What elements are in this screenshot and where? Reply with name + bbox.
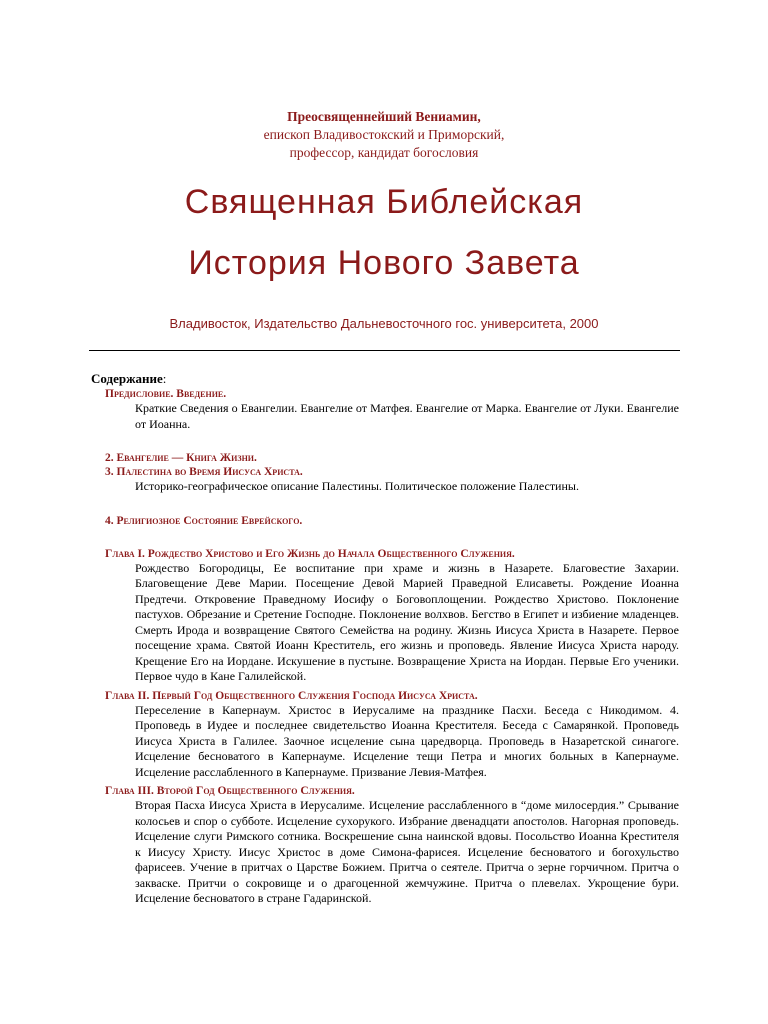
author-block <box>0 108 768 162</box>
toc-heading <box>91 371 679 387</box>
author-name: Преосвященнейший Вениамин, <box>287 109 481 124</box>
toc-entry-title[interactable]: Глава II. Первый Год Общественного Служения Господа Иисуса Христа. <box>105 689 478 702</box>
toc-entry-description: Историко-географическое описание Палестины. Политическое положение Палестины. <box>135 479 579 493</box>
toc-entry-title[interactable]: 4. Религиозное Состояние Еврейского. <box>105 514 303 527</box>
header-divider <box>89 350 680 351</box>
toc-entry-title[interactable]: 2. Евангелие — Книга Жизни. <box>105 452 257 464</box>
book-title-line-1: Священная Библейская <box>184 183 584 221</box>
toc-entry-description: Переселение в Капернаум. Христос в Иерусалиме на празднике Пасхи. Беседа с Никодимом. 4. Проповедь в Иудее и последнее свидетельство Иоанна Крестителя. Беседа с Самарянкой. Проповедь Иисуса Христа в Галилее. Заочное исцеление сына царедворца. Проповедь в Назаретской синагоге. Исцеление бесноватого в Капернауме. Исцеление тещи Петра и многих больных в Капернауме. Исцеление расслабленного в Капернауме. Призвание Левия-Матфея. <box>135 702 679 779</box>
toc-entry-title[interactable]: Глава I. Рождество Христово и Его Жизнь до Начала Общественного Служения. <box>105 547 515 560</box>
toc-entry-title[interactable]: 3. Палестина во Время Иисуса Христа. <box>105 466 303 478</box>
toc-entry-title[interactable]: Предисловие. Введение. <box>105 388 227 400</box>
toc-heading-text: Содержание <box>91 371 163 386</box>
toc-heading-colon: : <box>162 371 167 386</box>
author-position: епископ Владивостокский и Приморский, <box>263 127 505 142</box>
toc-entry-description: Рождество Богородицы, Ее воспитание при храме и жизнь в Назарете. Благовестие Захарии. Благовещение Деве Марии. Посещение Девой Марией Праведной Елисаветы. Рождение Иоанна Предтечи. Откровение Праведному Иосифу о Боговоплощении. Рождество Христово. Поклонение пастухов. Обрезание и Сретение Господне. Поклонение волхвов. Бегство в Египет и избиение младенцев. Смерть Ирода и возвращение Святого Семейства на родину. Жизнь Иисуса Христа в Назарете. Первое посещение храма. Святой Иоанн Креститель, его жизнь и проповедь. Явление Иисуса Христа народу. Крещение Его на Иордане. Искушение в пустыне. Возвращение Христа на Иордан. Первые Его ученики. Первое чудо в Кане Галилейской. <box>135 560 679 683</box>
toc-entry-title[interactable]: Глава III. Второй Год Общественного Служения. <box>105 785 355 797</box>
toc-entry-description: Краткие Сведения о Евангелии. Евангелие от Матфея. Евангелие от Марка. Евангелие от Луки. Евангелие от Иоанна. <box>135 401 679 431</box>
toc-entry-description: Вторая Пасха Иисуса Христа в Иерусалиме. Исцеление расслабленного в “доме милосердия.” Срывание колосьев и спор о субботе. Исцеление сухорукого. Избрание двенадцати апостолов. Нагорная проповедь. Исцеление слуги Римского сотника. Воскрешение сына наинской вдовы. Посольство Иоанна Крестителя к Иисусу Христу. Иисус Христос в доме Симона-фарисея. Исцеление бесноватого и богохульство фарисеев. Учение в притчах о Царстве Божием. Притча о сеятеле. Притча о зерне горчичном. Притча о закваске. Притчи о сокровище и о драгоценной жемчужине. Притча о плевелах. Укрощение бури. Исцеление бесноватого в стране Гадаринской. <box>135 798 679 905</box>
table-of-contents <box>91 371 679 907</box>
author-degree: профессор, кандидат богословия <box>289 145 479 160</box>
book-title-line-2: История Нового Завета <box>188 244 580 282</box>
publisher-info: Владивосток, Издательство Дальневосточного гос. университета, 2000 <box>169 316 599 331</box>
